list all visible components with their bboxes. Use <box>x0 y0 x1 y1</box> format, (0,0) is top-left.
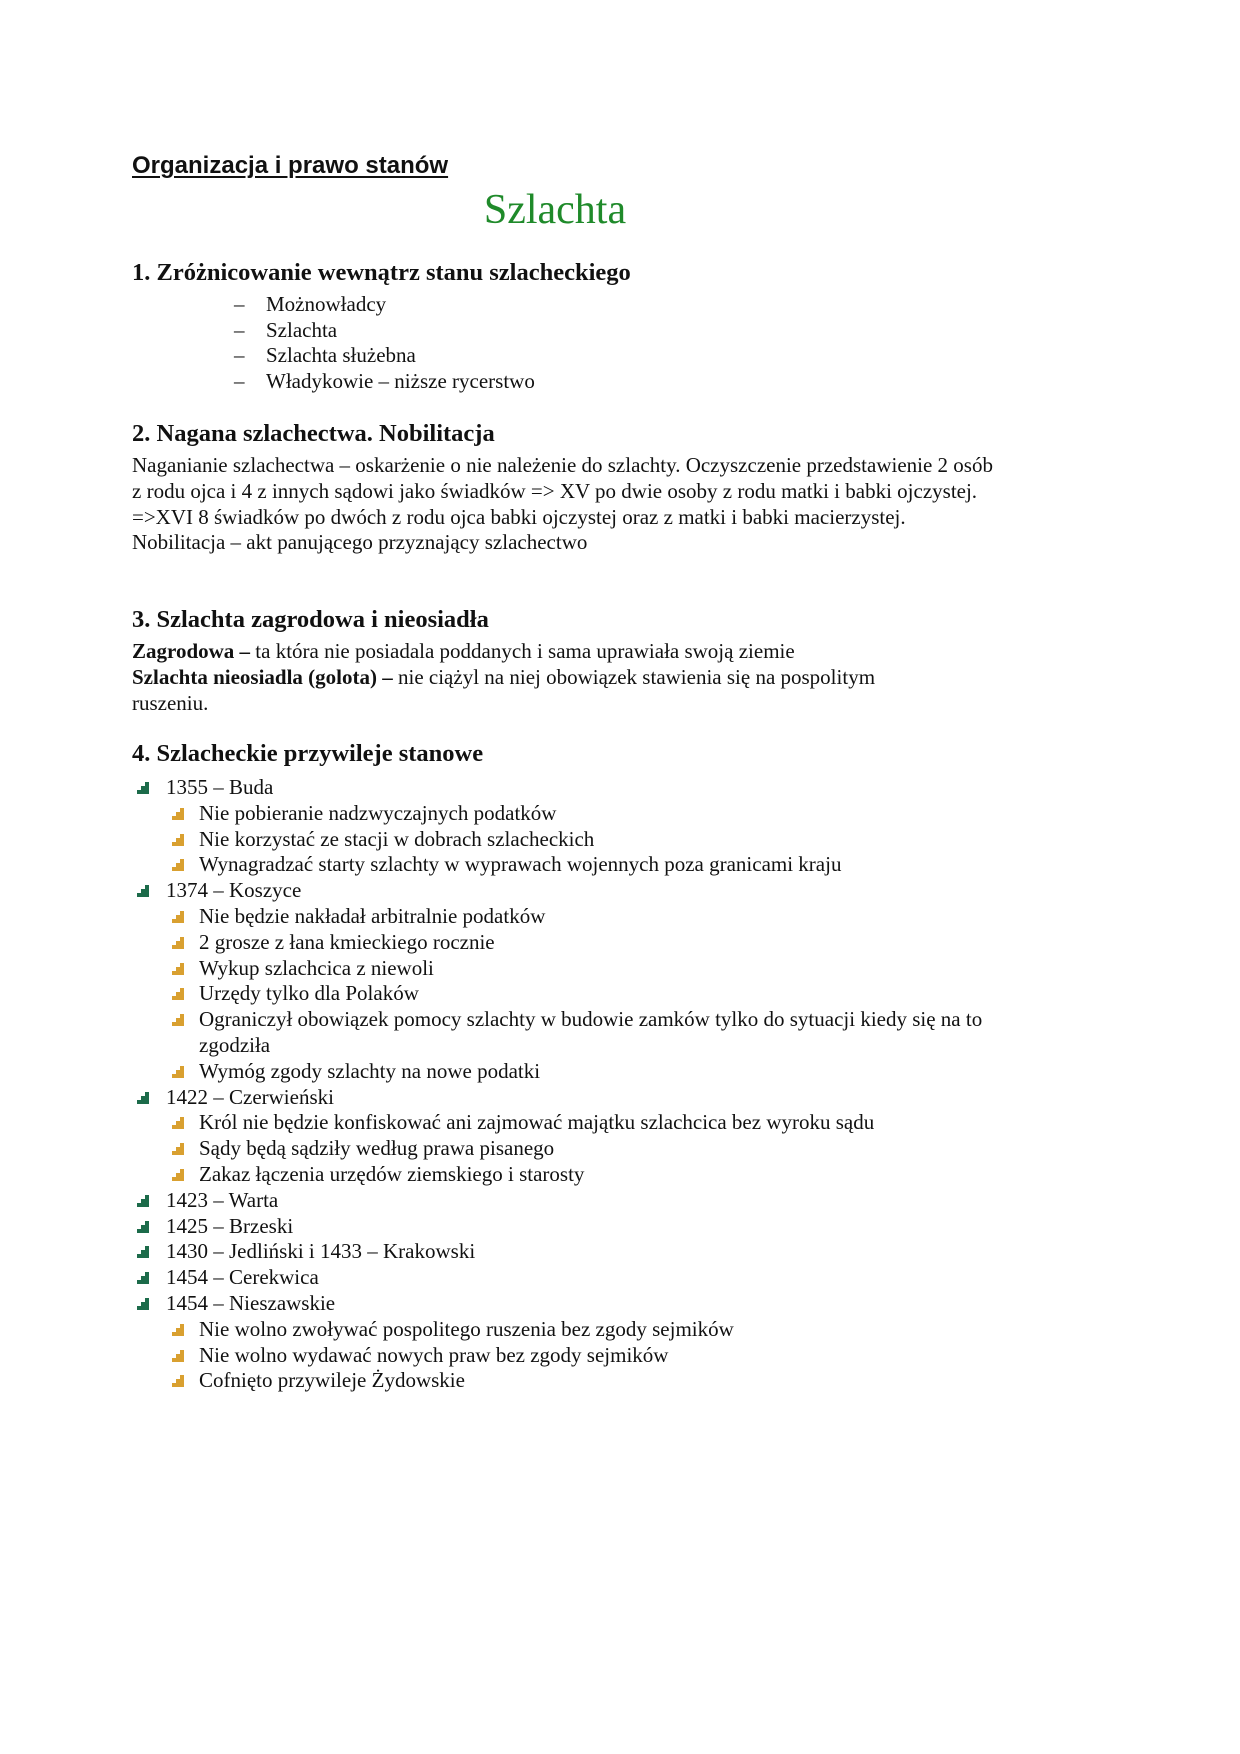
main-heading: Szlachta <box>483 187 627 233</box>
stair-bullet-icon <box>137 1195 149 1207</box>
stair-bullet-icon <box>137 885 149 897</box>
stair-bullet-icon <box>172 937 184 949</box>
privilege-subitem-text: Nie korzystać ze stacji w dobrach szlacheckich <box>199 826 595 851</box>
privilege-subitem <box>132 904 992 930</box>
section-przywileje <box>132 739 992 1394</box>
definition-text: nie ciążyl na niej obowiązek stawienia się na pospolitym ruszeniu. <box>132 664 876 715</box>
section-nagana <box>132 419 1002 556</box>
section-heading: 4. Szlacheckie przywileje stanowe <box>132 740 484 767</box>
privilege-label: 1430 – Jedliński i 1433 – Krakowski <box>166 1239 476 1264</box>
list-item-text: Szlachta służebna <box>266 343 416 368</box>
privilege-item <box>132 1291 992 1317</box>
privilege-subitem <box>132 1136 992 1162</box>
document-title: Organizacja i prawo stanów <box>132 152 449 179</box>
definition-term: Szlachta nieosiadla (golota) – <box>132 664 393 689</box>
dash-marker: – <box>234 368 245 393</box>
privilege-item <box>132 1188 992 1214</box>
privilege-subitem-text: Nie będzie nakładał arbitralnie podatków <box>199 903 546 928</box>
privilege-item <box>132 878 992 904</box>
stair-bullet-icon <box>172 1117 184 1129</box>
dash-list <box>132 292 992 394</box>
privilege-item <box>132 1239 992 1265</box>
section-heading: 2. Nagana szlachectwa. Nobilitacja <box>132 420 495 447</box>
list-item <box>132 369 992 395</box>
privilege-subitem <box>132 1007 992 1059</box>
privilege-item <box>132 1265 992 1291</box>
dash-marker: – <box>234 343 245 368</box>
section-body <box>132 639 952 716</box>
privilege-label: 1454 – Cerekwica <box>166 1265 319 1290</box>
privilege-subitem-text: Nie wolno zwoływać pospolitego ruszenia bez zgody sejmików <box>199 1316 734 1341</box>
privilege-item <box>132 1085 992 1111</box>
definition <box>132 639 952 665</box>
privilege-subitem-text: Zakaz łączenia urzędów ziemskiego i starosty <box>199 1161 585 1186</box>
privilege-item <box>132 1214 992 1240</box>
stair-bullet-icon <box>172 1143 184 1155</box>
paragraph: Naganianie szlachectwa – oskarżenie o nie należenie do szlachty. Oczyszczenie przedstawienie 2 osób z rodu ojca i 4 z innych sądowi jako świadków => XV po dwie osoby z rodu matki i babki ojczystej. =>XVI 8 świadków po dwóch z rodu ojca babki ojczystej oraz z matki i babki macierzystej. <box>132 453 993 529</box>
dash-marker: – <box>234 292 245 316</box>
privilege-subitem <box>132 1317 992 1343</box>
stair-bullet-icon <box>172 1066 184 1078</box>
section-heading: 1. Zróżnicowanie wewnątrz stanu szlacheckiego <box>132 259 631 286</box>
stair-bullet-icon <box>172 1375 184 1387</box>
stair-bullet-icon <box>172 988 184 1000</box>
privilege-subitem-text: Sądy będą sądziły według prawa pisanego <box>199 1136 555 1161</box>
privilege-subitem <box>132 1162 992 1188</box>
definition-term: Zagrodowa – <box>132 639 251 663</box>
list-item-text: Możnowładcy <box>266 292 387 316</box>
stair-bullet-icon <box>137 1221 149 1233</box>
privilege-subitem-text: Ograniczył obowiązek pomocy szlachty w budowie zamków tylko do sytuacji kiedy się na to zgodziła <box>199 1007 983 1057</box>
definition <box>132 665 952 717</box>
privilege-subitem <box>132 1343 992 1369</box>
privilege-subitem <box>132 1059 992 1085</box>
list-item <box>132 318 992 344</box>
privilege-subitem-text: Król nie będzie konfiskować ani zajmować majątku szlachcica bez wyroku sądu <box>199 1110 875 1135</box>
privilege-subitem <box>132 801 992 827</box>
section-szlachta-zagrodowa <box>132 605 952 716</box>
section-zroznicowanie <box>132 258 992 394</box>
stair-bullet-icon <box>172 911 184 923</box>
stair-bullet-icon <box>172 963 184 975</box>
privilege-label: 1355 – Buda <box>166 775 274 799</box>
privilege-subitem-text: Cofnięto przywileje Żydowskie <box>199 1368 465 1393</box>
paragraph: Nobilitacja – akt panującego przyznający szlachectwo <box>132 530 588 555</box>
section-heading: 3. Szlachta zagrodowa i nieosiadła <box>132 606 489 633</box>
stair-bullet-icon <box>137 782 149 794</box>
privileges-list <box>132 775 992 1394</box>
privilege-subitem-text: Wymóg zgody szlachty na nowe podatki <box>199 1058 541 1083</box>
stair-bullet-icon <box>172 1169 184 1181</box>
list-item <box>132 292 992 318</box>
privilege-label: 1425 – Brzeski <box>166 1213 294 1238</box>
stair-bullet-icon <box>137 1298 149 1310</box>
list-item <box>132 343 992 369</box>
stair-bullet-icon <box>172 1014 184 1026</box>
privilege-subitem <box>132 956 992 982</box>
privilege-subitem <box>132 930 992 956</box>
dash-marker: – <box>234 317 245 342</box>
privilege-subitem-text: 2 grosze z łana kmieckiego rocznie <box>199 929 495 954</box>
stair-bullet-icon <box>172 808 184 820</box>
privilege-label: 1422 – Czerwieński <box>166 1084 334 1109</box>
privilege-subitem <box>132 852 992 878</box>
privilege-subitem-text: Wykup szlachcica z niewoli <box>199 955 434 980</box>
privilege-subitem-text: Nie pobieranie nadzwyczajnych podatków <box>199 800 557 825</box>
stair-bullet-icon <box>137 1092 149 1104</box>
stair-bullet-icon <box>172 834 184 846</box>
definition-text: ta która nie posiadala poddanych i sama uprawiała swoją ziemie <box>250 639 795 663</box>
section-body <box>132 453 1002 556</box>
privilege-label: 1454 – Nieszawskie <box>166 1290 336 1315</box>
stair-bullet-icon <box>172 1350 184 1362</box>
privilege-subitem <box>132 1110 992 1136</box>
privilege-subitem <box>132 1368 992 1394</box>
privilege-label: 1423 – Warta <box>166 1187 279 1212</box>
privilege-subitem-text: Wynagradzać starty szlachty w wyprawach wojennych poza granicami kraju <box>199 852 842 877</box>
privilege-subitem <box>132 827 992 853</box>
stair-bullet-icon <box>172 859 184 871</box>
privilege-subitem-text: Urzędy tylko dla Polaków <box>199 981 419 1006</box>
privilege-subitem <box>132 981 992 1007</box>
privilege-item <box>132 775 992 801</box>
privilege-subitem-text: Nie wolno wydawać nowych praw bez zgody sejmików <box>199 1342 669 1367</box>
stair-bullet-icon <box>137 1272 149 1284</box>
list-item-text: Szlachta <box>266 317 338 342</box>
stair-bullet-icon <box>172 1324 184 1336</box>
stair-bullet-icon <box>137 1246 149 1258</box>
privilege-label: 1374 – Koszyce <box>166 878 302 903</box>
list-item-text: Władykowie – niższe rycerstwo <box>266 368 535 393</box>
